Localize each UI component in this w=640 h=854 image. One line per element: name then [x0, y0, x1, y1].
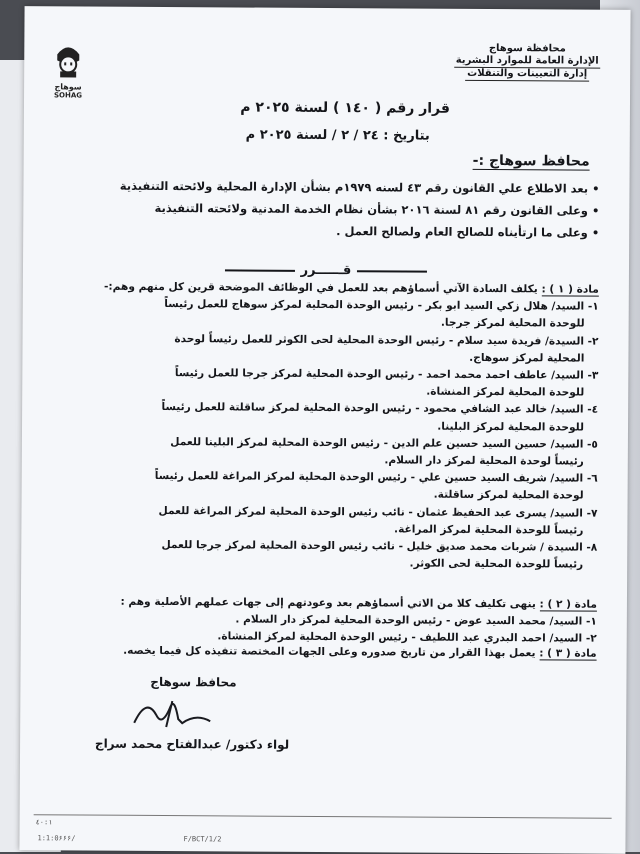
decides-label: قــــــرر: [300, 262, 352, 279]
article-item-continuation: للوحدة المحلية لمركز المنشاة.: [426, 385, 585, 399]
logo-arabic-text: سوهاج: [54, 82, 82, 92]
letterhead: [452, 43, 602, 82]
letterhead-line-2: الإدارة العامة للموارد البشرية: [454, 55, 601, 69]
article-item-continuation: رئيساً للوحدة المحلية لحى الكوثر.: [409, 557, 584, 571]
article-item: ٣- السيد/ عاطف احمد محمد احمد - رئيس الوحدة المحلية لمركز جرجا للعمل رئيساً: [174, 367, 599, 382]
article-3: [37, 642, 597, 663]
footer-code: ٤٠:١: [35, 818, 53, 827]
article-item: ١- السيد/ محمد السيد عوض - رئيس الوحدة المحلية لمركز دار السلام .: [235, 613, 597, 628]
article-item: ٥- السيد/ حسين السيد حسين علم الدين - رئيس الوحدة المحلية لمركز البلينا للعمل: [170, 435, 598, 451]
governor-heading: [390, 152, 590, 169]
article-item: ٢- السيد/ احمد البدري عبد اللطيف - رئيس الوحدة المحلية لمركز المنشاة.: [217, 630, 597, 646]
article-text: يعمل بهذا القرار من تاريخ صدوره وعلى الجهات المختصة تنفيذه كل فيما يخصه.: [123, 644, 536, 660]
article-item: ٢- السيدة/ فريدة سيد سلام - رئيس الوحدة المحلية لحى الكوثر للعمل رئيساً لوحدة: [174, 332, 599, 348]
article-2: [37, 593, 597, 648]
preamble: [79, 174, 599, 243]
article-item-continuation: المحلية لمركز سوهاج.: [469, 351, 585, 365]
article-label: مادة ( ٣ ) :: [539, 647, 597, 660]
letterhead-line-1: محافظة سوهاج: [488, 42, 566, 55]
handwritten-signature: [126, 693, 216, 736]
article-item-continuation: للوحدة المحلية لمركز جرجا.: [440, 317, 585, 330]
article-item-continuation: رئيساً لوحدة المحلية لمركز دار السلام.: [384, 454, 584, 468]
decides-rule: [357, 270, 427, 272]
signatory-name: لواء دكتور/ عبدالفتاح محمد سراج: [94, 736, 290, 752]
article-intro: يكلف السادة الآتي أسماؤهم بعد للعمل في الوظائف الموضحة قرين كل منهم وهم:-: [104, 280, 538, 296]
decree-page: [19, 6, 630, 854]
signature-title: محافظ سوهاج: [150, 674, 237, 690]
article-item-continuation: رئيساً للوحدة المحلية لمركز المراغة.: [394, 523, 584, 537]
preamble-item: • بعد الاطلاع علي القانون رقم ٤٣ لسنه ١٩٧٩م بشأن الإدارة المحلية ولائحته التنفيذية: [79, 174, 599, 199]
article-item: ١- السيد/ هلال زكي السيد ابو بكر - رئيس الوحدة المحلية لمركز سوهاج للعمل رئيساً: [164, 298, 599, 313]
pharaoh-logo-icon: [51, 40, 85, 80]
article-item-continuation: للوحدة المحلية لمركز البلينا.: [437, 420, 585, 434]
decides-rule: [225, 269, 295, 271]
footer-code: F/BCT/1/2: [183, 835, 222, 844]
decides-heading: [23, 261, 629, 280]
governor-heading-text: محافظ سوهاج :-: [472, 152, 590, 170]
decision-date: بتاريخ : ٢٤ / ٢ / لسنة ٢٠٢٥ م: [245, 127, 430, 144]
footer-code: 1:1:0۶۶۶/: [37, 834, 76, 843]
letterhead-line-3: إدارة التعيينات والتنقلات: [465, 68, 589, 82]
preamble-item: • وعلى القانون رقم ٨١ لسنة ٢٠١٦ بشأن نظام الخدمة المدنية ولائحته التنفيذية: [79, 196, 599, 221]
article-item: ٧- السيد/ يسرى عبد الحفيظ عثمان - نائب رئيس الوحدة المحلية لمركز المراغة للعمل: [158, 504, 598, 520]
article-label: مادة ( ١ ) :: [541, 283, 599, 296]
decision-number: قرار رقم ( ١٤٠ ) لسنة ٢٠٢٥ م: [240, 99, 451, 117]
preamble-item: • وعلى ما ارتأيناه للصالح العام ولصالح العمل .: [79, 218, 599, 243]
article-label: مادة ( ٢ ) :: [539, 598, 597, 611]
article-1: [37, 278, 599, 574]
article-item: ٦- السيد/ شريف السيد حسين علي - رئيس الوحدة المحلية لمركز المراغة للعمل رئيساً: [154, 470, 598, 485]
article-item: ٤- السيد/ خالد عبد الشافي محمود - رئيس الوحدة المحلية لمركز ساقلتة للعمل رئيساً: [161, 401, 599, 417]
governorate-logo: [44, 40, 92, 108]
footer-divider: [34, 814, 612, 819]
logo-latin-text: SOHAG: [53, 91, 83, 100]
article-item: ٨- السيدة / شربات محمد صديق خليل - نائب رئيس الوحدة المحلية لمركز جرجا للعمل: [161, 539, 598, 554]
article-item-continuation: لوحدة المحلية لمركز ساقلتة.: [433, 489, 584, 503]
article-intro: ينهى تكليف كلا من الاتي أسماؤهم بعد وعودتهم إلى جهات عملهم الأصلية وهم :: [120, 595, 536, 611]
